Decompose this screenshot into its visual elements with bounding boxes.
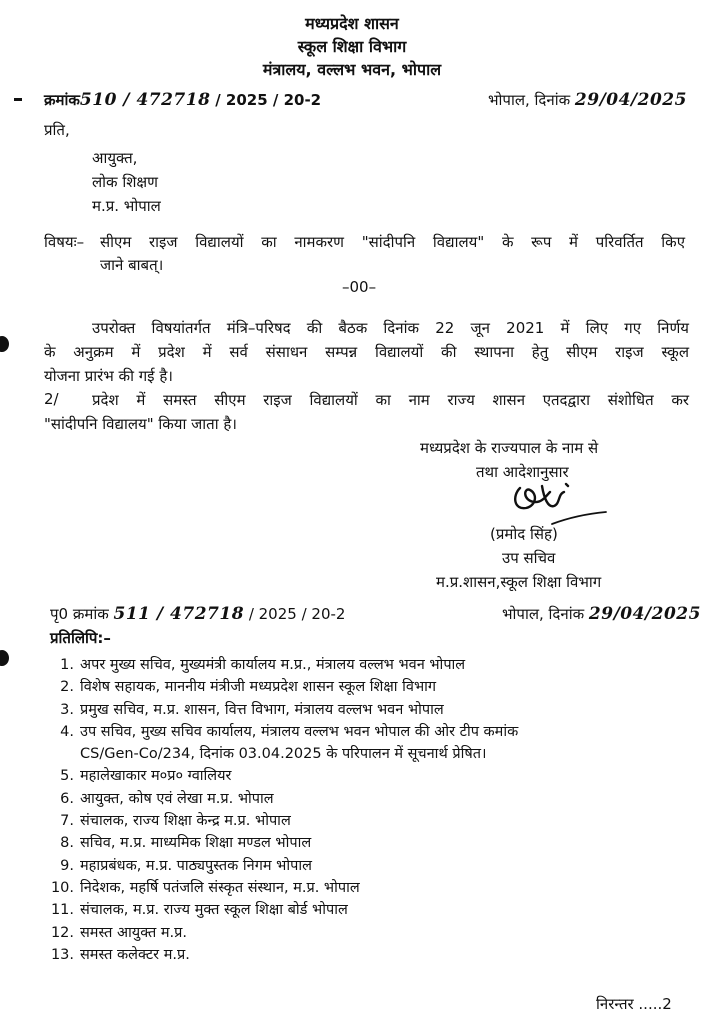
- authority-line-1: मध्यप्रदेश के राज्यपाल के नाम से: [420, 439, 599, 457]
- punch-hole-mark: [0, 336, 9, 352]
- list-item: 5. महालेखाकार म०प्र० ग्वालियर: [60, 768, 232, 785]
- addressee-line-2: लोक शिक्षण: [92, 173, 159, 191]
- list-item: 10. निदेशक, महर्षि पतंजलि संस्कृत संस्थान, म.प्र. भोपाल: [50, 879, 360, 896]
- ref-suffix: / 2025 / 20-2: [215, 91, 322, 109]
- signatory-designation: उप सचिव: [502, 549, 556, 567]
- para1-line-1: उपरोक्त विषयांतर्गत मंत्रि–परिषद की बैठक दिनांक 22 जून 2021 में लिए गए निर्णय: [92, 319, 689, 337]
- subject-label: विषयः–: [44, 233, 85, 251]
- cc-list: [48, 654, 518, 966]
- punch-hole-mark: [0, 650, 9, 666]
- continued-note: निरन्तर .....2: [596, 995, 672, 1013]
- list-item: 9. महाप्रबंधक, म.प्र. पाठ्यपुस्तक निगम भोपाल: [60, 857, 312, 874]
- list-item: 13. समस्त कलेक्टर म.प्र.: [50, 946, 190, 963]
- pratilipi-label: प्रतिलिपि:–: [50, 629, 111, 647]
- endorsement-hand-number: 511 / 472718: [113, 604, 245, 624]
- list-item: 7. संचालक, राज्य शिक्षा केन्द्र म.प्र. भोपाल: [60, 813, 291, 830]
- header-line-3: मंत्रालय, वल्लभ भवन, भोपाल: [262, 60, 442, 79]
- prati-label: प्रति,: [44, 121, 70, 139]
- list-item: 11. संचालक, म.प्र. राज्य मुक्त स्कूल शिक्षा बोर्ड भोपाल: [50, 902, 348, 919]
- signatory-office: म.प्र.शासन,स्कूल शिक्षा विभाग: [436, 573, 602, 591]
- list-item: 6. आयुक्त, कोष एवं लेखा म.प्र. भोपाल: [60, 790, 274, 807]
- signature-flourish: [550, 508, 610, 528]
- addressee-line-3: म.प्र. भोपाल: [92, 197, 161, 215]
- list-item: 12. समस्त आयुक्त म.प्र.: [50, 924, 188, 941]
- list-item: 3. प्रमुख सचिव, म.प्र. शासन, वित्त विभाग, मंत्रालय वल्लभ भवन भोपाल: [60, 701, 444, 718]
- subject-line-2: जाने बाबत्।: [100, 256, 164, 274]
- para1-line-2: के अनुक्रम में प्रदेश में सर्व संसाधन सम्पन्न विद्यालयों की स्थापना हेतु सीएम राइज स्कूल: [44, 343, 689, 361]
- margin-mark: [14, 98, 22, 101]
- ref-hand-number: 510 / 472718: [79, 90, 211, 110]
- ref-hand-date: 29/04/2025: [574, 90, 687, 110]
- ref-date: [488, 90, 687, 110]
- ref-prefix: क्रमांक: [44, 91, 80, 109]
- para2-number: 2/: [44, 390, 59, 408]
- endorsement-date: [502, 604, 704, 624]
- addressee-line-1: आयुक्त,: [92, 149, 138, 167]
- header-line-2: स्कूल शिक्षा विभाग: [297, 37, 407, 56]
- separator: –00–: [342, 278, 377, 296]
- endorsement-date-label: भोपाल, दिनांक: [502, 605, 585, 623]
- list-item: 8. सचिव, म.प्र. माध्यमिक शिक्षा मण्डल भोपाल: [60, 835, 312, 852]
- para2-line-1: प्रदेश में समस्त सीएम राइज विद्यालयों का नाम राज्य शासन एतदद्वारा संशोधित कर: [92, 391, 689, 409]
- signatory-name: (प्रमोद सिंह): [490, 525, 558, 543]
- header-line-1: मध्यप्रदेश शासन: [305, 14, 399, 33]
- subject-line-1: सीएम राइज विद्यालयों का नामकरण "सांदीपनि विद्यालय" के रूप में परिवर्तित किए: [100, 233, 685, 251]
- endorsement-number: [50, 604, 345, 624]
- ref-date-label: भोपाल, दिनांक: [488, 91, 571, 109]
- list-item: 2. विशेष सहायक, माननीय मंत्रीजी मध्यप्रदेश शासन स्कूल शिक्षा विभाग: [60, 679, 437, 696]
- endorsement-hand-date: 29/04/2025: [588, 604, 701, 624]
- para2-line-2: "सांदीपनि विद्यालय" किया जाता है।: [44, 415, 237, 433]
- ref-number: [44, 90, 321, 110]
- endorsement-suffix: / 2025 / 20-2: [248, 605, 346, 623]
- endorsement-prefix: पृ0 क्रमांक: [50, 605, 109, 623]
- para1-line-3: योजना प्रारंभ की गई है।: [44, 367, 173, 385]
- list-item: 4. उप सचिव, मुख्य सचिव कार्यालय, मंत्रालय वल्लभ भवन भोपाल की ओर टीप कमांक CS/Gen-Co/234, दिनांक 03.04.2025 के परिपालन में सूचनार्थ प्रेषित।: [60, 723, 519, 763]
- authority-line-2: तथा आदेशानुसार: [476, 463, 569, 481]
- list-item: 1. अपर मुख्य सचिव, मुख्यमंत्री कार्यालय म.प्र., मंत्रालय वल्लभ भवन भोपाल: [60, 657, 466, 673]
